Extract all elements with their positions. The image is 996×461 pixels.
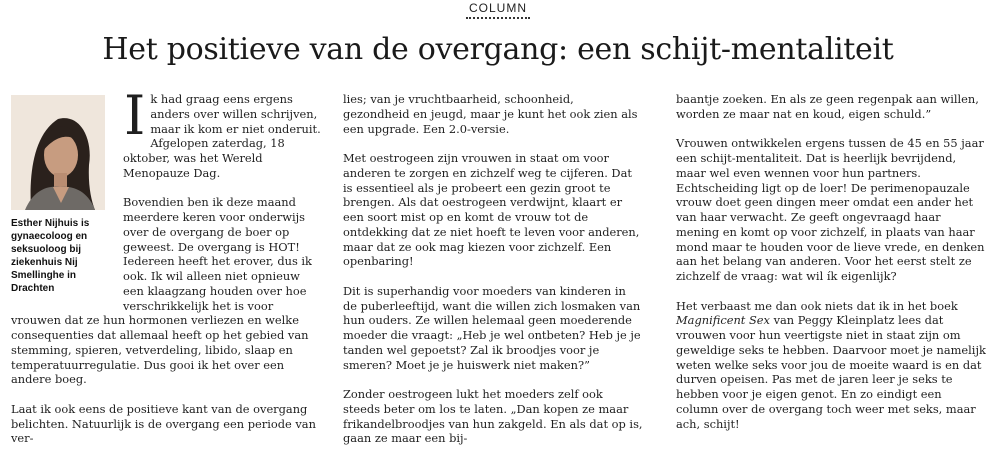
paragraph: Zonder oestrogeen lukt het moeders zelf ook steeds beter om los te laten. „Dan kopen ze maar frikandelbroodjes van hun zakgeld. En als dat op is, gaan ze maar een bij- xyxy=(343,387,643,446)
section-label-divider xyxy=(466,17,530,19)
book-title: Magnificent Sex xyxy=(676,313,770,328)
section-label: COLUMN xyxy=(468,1,527,15)
paragraph-text: van Peggy Kleinplatz lees dat vrouwen voor hun veertigste niet in staat zijn om geweldige seks te hebben. Daarvoor moet je namelijk weten welke seks voor jou de moeite waard is en dat durven opeisen. Pas met de jaren leer je seks te hebben voor je eigen genot. En zo eindigt een column over de overgang toch weer met seks, maar ach, schijt! xyxy=(676,313,986,431)
paragraph: Met oestrogeen zijn vrouwen in staat om voor anderen te zorgen en zichzelf weg te cijferen. Dat is essentieel als je probeert een gezin groot te brengen. Als dat oestrogeen verdwijnt, klaart er een soort mist op en komt de vrouw tot de ontdekking dat ze niet hoeft te leven voor anderen, maar dat ze ook mag kiezen voor zichzelf. Een openbaring! xyxy=(343,151,640,269)
drop-cap: I xyxy=(124,84,146,147)
article-headline: Het positieve van de overgang: een schijt-mentaliteit xyxy=(102,32,894,67)
paragraph-text: k had graag eens ergens anders over willen schrijven, maar ik kom er niet onderuit. Afgelopen zaterdag, 18 oktober, was het Wereld Menopauze Dag. xyxy=(123,92,321,180)
article-column-3 xyxy=(676,92,986,446)
author-box xyxy=(11,95,115,304)
author-caption: Esther Nijhuis is gynaecoloog en seksuoloog bij ziekenhuis Nij Smellinghe in Drachten xyxy=(11,218,90,295)
paragraph: Vrouwen ontwikkelen ergens tussen de 45 en 55 jaar een schijt-mentaliteit. Dat is heerlijk bevrijdend, maar wel even wennen voor hun partners. Echtscheiding ligt op de loer! De perimenopauzale vrouw doet geen dingen meer omdat een ander het van haar verwacht. Ze geeft ongevraagd haar mening en komt op voor zichzelf, in plaats van haar mond maar te houden voor de lieve vrede, en denken aan het belang van anderen. Voor het eerst stelt ze zichzelf de vraag: wat wil ík eigenlijk? xyxy=(676,136,985,283)
author-photo xyxy=(11,95,105,210)
paragraph: lies; van je vruchtbaarheid, schoonheid, gezondheid en jeugd, maar je kunt het ook zien als een upgrade. Een 2.0-versie. xyxy=(343,92,638,136)
paragraph xyxy=(676,299,986,432)
paragraph-text: Het verbaast me dan ook niets dat ik in het boek xyxy=(676,298,958,313)
article-column-1 xyxy=(11,84,323,461)
paragraph: Laat ik ook eens de positieve kant van de overgang belichten. Natuurlijk is de overgang een periode van ver- xyxy=(11,401,316,446)
author-portrait-illustration xyxy=(11,95,105,210)
paragraph: Dit is superhandig voor moeders van kinderen in de puberleeftijd, want die willen zich losmaken van hun ouders. Ze willen helemaal geen moederende moeder die vraagt: „Heb je wel ontbeten? Heb je je tanden wel gepoetst? Zal ik broodjes voor je smeren? Moet je je huiswerk niet maken?” xyxy=(343,283,641,372)
article-column-2 xyxy=(343,92,643,461)
paragraph: baantje zoeken. En als ze geen regenpak aan willen, worden ze maar nat en koud, eigen schuld.” xyxy=(676,92,979,121)
paragraph: Bovendien ben ik deze maand meerdere keren voor onderwijs over de overgang de boer op geweest. De overgang is HOT! Iedereen heeft het erover, dus ik ook. Ik wil alleen niet opnieuw een klaagzang houden over hoe verschrikkelijk het is voor vrouwen dat ze hun hormonen verliezen en welke consequenties dat allemaal heeft op het gebied van stemming, spieren, vetverdeling, libido, slaap en temperatuurregulatie. Dus gooi ik het over een andere boeg. xyxy=(11,195,312,387)
